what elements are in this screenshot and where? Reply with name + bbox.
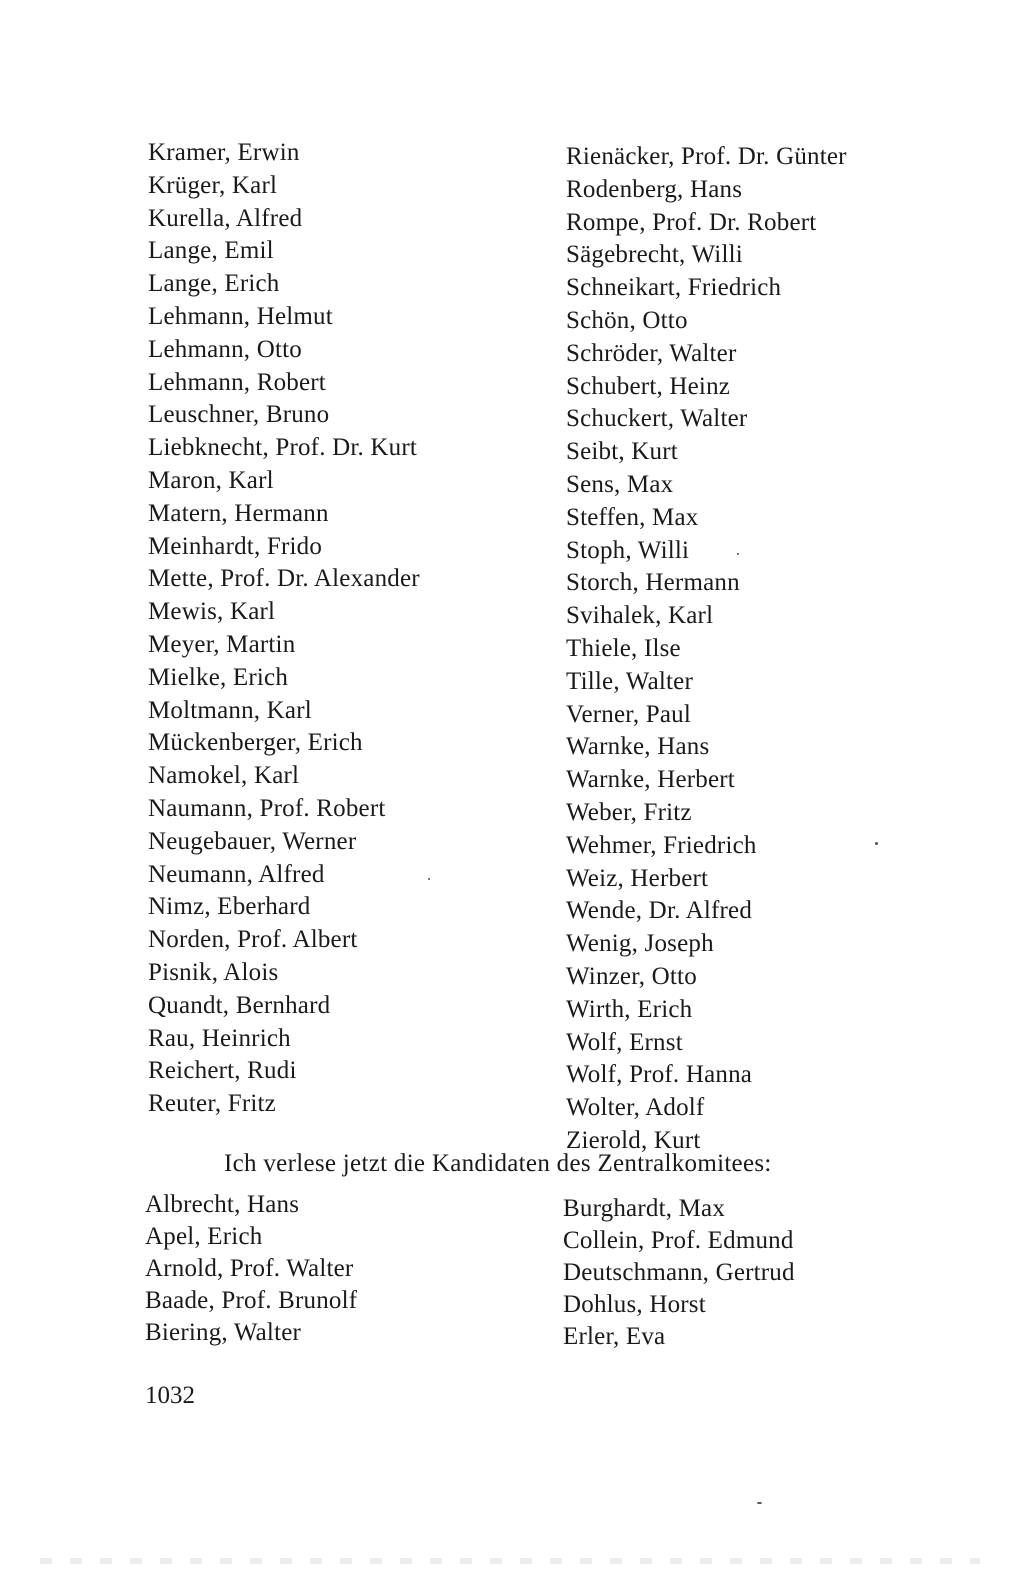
name-entry: Wolter, Adolf [566, 1094, 705, 1122]
name-entry: Zierold, Kurt [566, 1126, 701, 1154]
name-entry: Weiz, Herbert [566, 864, 709, 892]
name-entry: Mückenberger, Erich [148, 729, 363, 757]
name-entry: Schuckert, Walter [566, 405, 748, 433]
scan-speck [428, 878, 430, 880]
name-entry: Rau, Heinrich [148, 1024, 291, 1052]
name-entry: Naumann, Prof. Robert [148, 794, 386, 822]
name-entry: Neumann, Alfred [148, 860, 325, 888]
candidates-list-right [563, 1193, 795, 1353]
name-entry: Lehmann, Otto [148, 335, 302, 363]
name-entry: Nimz, Eberhard [148, 893, 311, 921]
name-entry: Stoph, Willi [566, 536, 690, 564]
name-entry: Schön, Otto [566, 306, 688, 334]
name-entry: Lehmann, Robert [148, 368, 326, 396]
name-entry: Norden, Prof. Albert [148, 926, 358, 954]
name-entry: Winzer, Otto [566, 962, 697, 990]
name-entry: Biering, Walter [145, 1319, 302, 1346]
candidates-list-left [145, 1189, 357, 1349]
name-entry: Arnold, Prof. Walter [145, 1255, 354, 1282]
name-entry: Verner, Paul [566, 700, 691, 728]
name-entry: Matern, Hermann [148, 499, 329, 527]
name-entry: Lange, Emil [148, 237, 274, 265]
name-entry: Albrecht, Hans [145, 1191, 300, 1218]
name-entry: Namokel, Karl [148, 762, 300, 790]
name-entry: Erler, Eva [563, 1323, 666, 1350]
name-entry: Neugebauer, Werner [148, 827, 357, 855]
members-list-right [566, 141, 847, 1158]
name-entry: Pisnik, Alois [148, 958, 279, 986]
name-entry: Rompe, Prof. Dr. Robert [566, 208, 817, 236]
name-entry: Steffen, Max [566, 503, 699, 531]
name-entry: Thiele, Ilse [566, 634, 681, 662]
name-entry: Apel, Erich [145, 1223, 263, 1250]
name-entry: Liebknecht, Prof. Dr. Kurt [148, 434, 418, 462]
name-entry: Meinhardt, Frido [148, 532, 323, 560]
name-entry: Moltmann, Karl [148, 696, 312, 724]
name-entry: Mette, Prof. Dr. Alexander [148, 565, 420, 593]
name-entry: Meyer, Martin [148, 630, 296, 658]
name-entry: Wehmer, Friedrich [566, 831, 757, 859]
name-entry: Mewis, Karl [148, 598, 276, 626]
name-entry: Kramer, Erwin [148, 139, 300, 166]
name-entry: Tille, Walter [566, 667, 693, 695]
name-entry: Storch, Hermann [566, 569, 740, 597]
name-entry: Schubert, Heinz [566, 372, 731, 400]
name-entry: Warnke, Hans [566, 733, 710, 761]
name-entry: Wolf, Ernst [566, 1028, 683, 1056]
name-entry: Quandt, Bernhard [148, 991, 331, 1019]
name-entry: Collein, Prof. Edmund [563, 1227, 794, 1254]
scan-edge-noise [40, 1558, 980, 1564]
name-entry: Kurella, Alfred [148, 204, 303, 232]
name-entry: Wende, Dr. Alfred [566, 897, 753, 925]
name-entry: Baade, Prof. Brunolf [145, 1287, 358, 1314]
scan-speck [737, 553, 739, 555]
name-entry: Rienäcker, Prof. Dr. Günter [566, 143, 847, 170]
name-entry: Svihalek, Karl [566, 602, 714, 630]
candidates-intro: Ich verlese jetzt die Kandidaten des Zentralkomitees: [224, 1150, 772, 1177]
name-entry: Leuschner, Bruno [148, 401, 330, 429]
name-entry: Rodenberg, Hans [566, 175, 743, 203]
page-number: 1032 [145, 1382, 195, 1409]
name-entry: Schneikart, Friedrich [566, 274, 782, 302]
name-entry: Wolf, Prof. Hanna [566, 1061, 753, 1089]
name-entry: Schröder, Walter [566, 339, 737, 367]
name-entry: Sens, Max [566, 470, 674, 498]
scan-speck [757, 1502, 762, 1504]
name-entry: Mielke, Erich [148, 663, 289, 691]
members-list-left [148, 137, 420, 1121]
name-entry: Reichert, Rudi [148, 1057, 297, 1085]
name-entry: Wirth, Erich [566, 995, 693, 1023]
name-entry: Warnke, Herbert [566, 766, 735, 794]
name-entry: Reuter, Fritz [148, 1090, 276, 1118]
name-entry: Krüger, Karl [148, 171, 278, 199]
name-entry: Deutschmann, Gertrud [563, 1259, 795, 1286]
name-entry: Sägebrecht, Willi [566, 241, 743, 269]
name-entry: Burghardt, Max [563, 1195, 726, 1222]
name-entry: Dohlus, Horst [563, 1291, 706, 1318]
name-entry: Wenig, Joseph [566, 930, 714, 958]
name-entry: Weber, Fritz [566, 798, 692, 826]
name-entry: Lehmann, Helmut [148, 302, 333, 330]
scan-speck [875, 842, 878, 845]
name-entry: Seibt, Kurt [566, 438, 678, 466]
name-entry: Lange, Erich [148, 270, 280, 298]
name-entry: Maron, Karl [148, 466, 274, 494]
